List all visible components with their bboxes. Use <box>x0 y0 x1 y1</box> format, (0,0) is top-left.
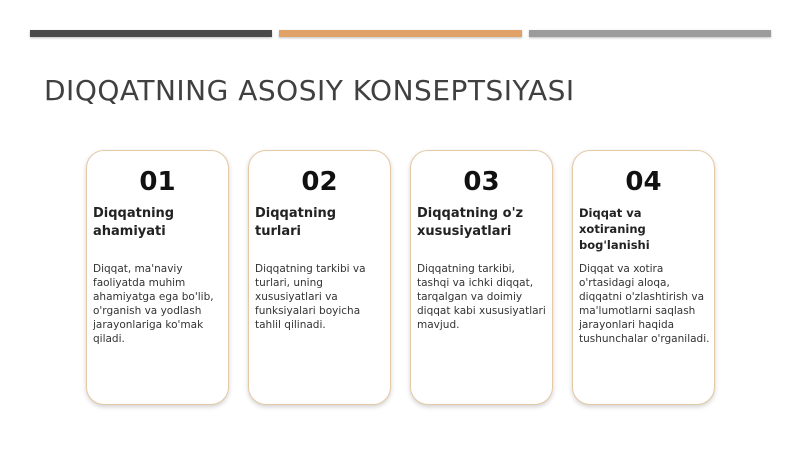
card-text: Diqqat, ma'naviy faoliyatda muhim ahamiyatga ega bo'lib, o'rganish va yodlash jarayonlariga ko'mak qiladi. <box>93 263 214 345</box>
concept-card-1 <box>86 150 229 405</box>
card-text: Diqqatning tarkibi, tashqi va ichki diqqat, tarqalgan va doimiy diqqat kabi xususiyatlari mavjud. <box>417 263 546 331</box>
card-heading: Diqqat va xotiraning bog'lanishi <box>579 206 650 252</box>
top-bar-gray <box>529 30 771 37</box>
card-number: 02 <box>301 167 338 197</box>
card-heading: Diqqatning ahamiyati <box>93 206 175 239</box>
card-heading: Diqqatning turlari <box>255 206 337 239</box>
concept-card-3 <box>410 150 553 405</box>
card-number: 01 <box>139 167 176 197</box>
top-bar-dark <box>30 30 272 37</box>
concept-card-2 <box>248 150 391 405</box>
card-number: 04 <box>625 167 662 197</box>
concept-card-4 <box>572 150 715 405</box>
card-text: Diqqat va xotira o'rtasidagi aloqa, diqqatni o'zlashtirish va ma'lumotlarni saqlash jarayonlari haqida tushunchalar o'rganiladi. <box>579 263 710 345</box>
top-bar-orange <box>279 30 522 37</box>
card-text: Diqqatning tarkibi va turlari, uning xususiyatlari va funksiyalari boyicha tahlil qilinadi. <box>255 263 366 331</box>
card-heading: Diqqatning o'z xususiyatlari <box>417 206 524 239</box>
card-number: 03 <box>463 167 500 197</box>
slide-title: DIQQATNING ASOSIY KONSEPTSIYASI <box>44 74 575 107</box>
decorative-top-bars <box>30 30 771 37</box>
